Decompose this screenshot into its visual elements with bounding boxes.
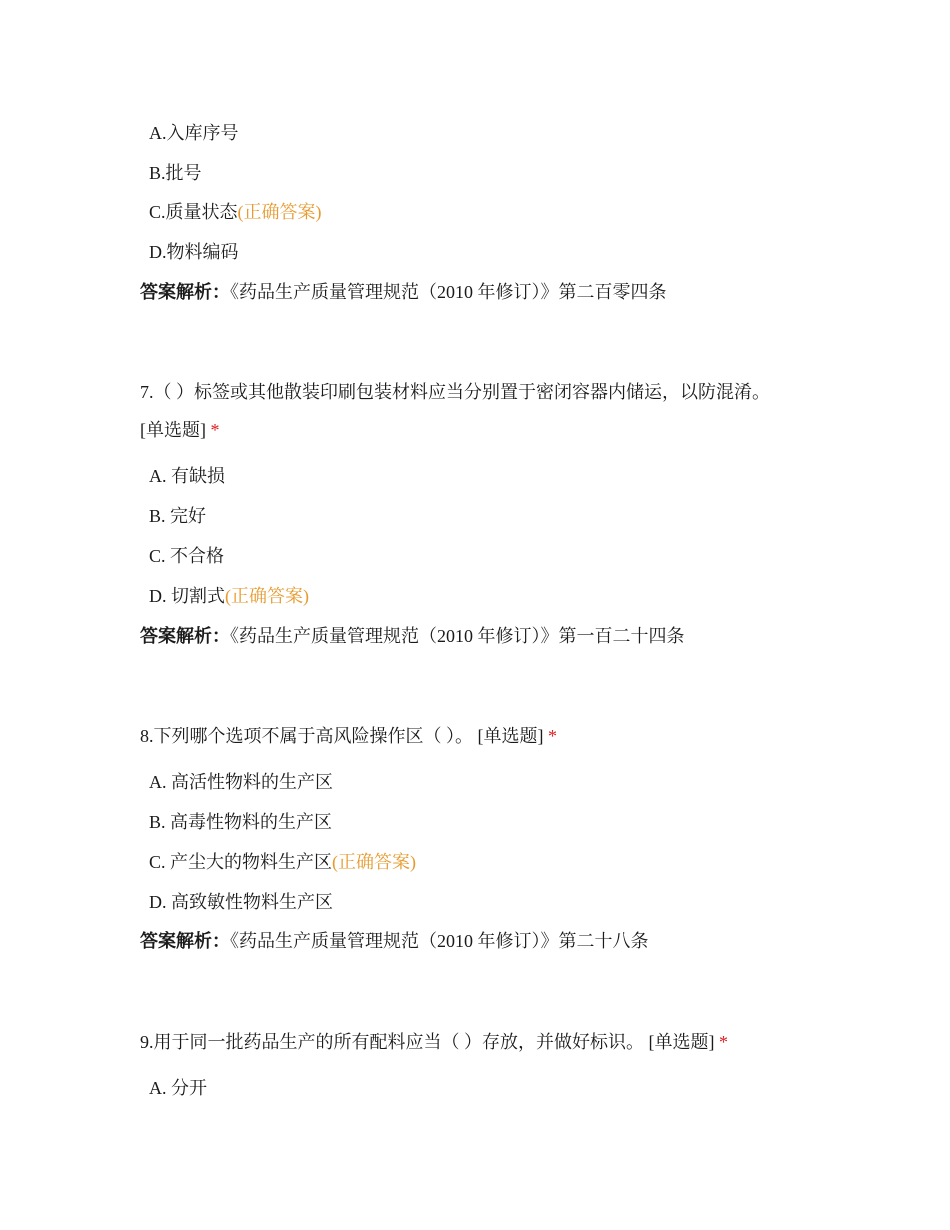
q8-question-line [140,723,557,749]
q7-analysis-text: 《药品生产质量管理规范（2010 年修订）》第一百二十四条 [230,626,685,646]
q6-option-a [149,120,239,146]
q9-option-a [149,1075,207,1101]
q7-required-mark: * [210,420,220,440]
q6-option-d [149,239,239,265]
q8-option-c-text: C. 产尘大的物料生产区 [149,852,333,872]
q6-option-c-text: C.质量状态 [149,202,238,222]
q9-question-line [140,1029,728,1055]
q7-analysis-label: 答案解析： [140,626,230,646]
q7-option-d-text: D. 切割式 [149,586,225,606]
q8-option-a [149,769,333,795]
q8-analysis-label: 答案解析： [140,931,230,951]
q6-option-a-text: A.入库序号 [149,123,239,143]
q7-option-c [149,543,224,569]
q8-option-b-text: B. 高毒性物料的生产区 [149,812,333,832]
q9-option-a-text: A. 分开 [149,1078,207,1098]
q8-option-d [149,889,333,915]
q6-correct-mark: (正确答案) [237,202,322,222]
q6-option-b-text: B.批号 [149,163,202,183]
q7-option-d [149,583,309,609]
q6-option-c [149,199,322,225]
q6-option-b [149,160,202,186]
q9-question-text: 9.用于同一批药品生产的所有配料应当（ ）存放，并做好标识。 [140,1032,644,1052]
q8-option-b [149,809,332,835]
q8-question-type: [单选题] [477,726,544,746]
q6-option-d-text: D.物料编码 [149,242,239,262]
q9-question-type: [单选题] [648,1032,715,1052]
q7-question-type-line [140,417,220,443]
q8-analysis [140,928,649,954]
q6-analysis-label: 答案解析： [140,282,230,302]
q7-option-c-text: C. 不合格 [149,546,225,566]
q7-option-a-text: A. 有缺损 [149,466,225,486]
q8-required-mark: * [548,726,557,746]
q8-option-c [149,849,416,875]
q7-question-text: 7.（ ）标签或其他散装印刷包装材料应当分别置于密闭容器内储运，以防混淆。 [140,382,770,402]
q8-analysis-text: 《药品生产质量管理规范（2010 年修订）》第二十八条 [230,931,649,951]
q8-option-a-text: A. 高活性物料的生产区 [149,772,333,792]
q8-option-d-text: D. 高致敏性物料生产区 [149,892,333,912]
q7-analysis [140,623,685,649]
q7-option-b-text: B. 完好 [149,506,207,526]
q7-option-b [149,503,206,529]
q7-correct-mark: (正确答案) [225,586,309,606]
q8-correct-mark: (正确答案) [332,852,417,872]
q6-analysis-text: 《药品生产质量管理规范（2010 年修订）》第二百零四条 [230,282,667,302]
q6-analysis [140,279,667,305]
q9-required-mark: * [719,1032,728,1052]
q8-question-text: 8.下列哪个选项不属于高风险操作区（ ）。 [140,726,473,746]
q7-option-a [149,463,225,489]
q7-question-type: [单选题] [140,420,206,440]
